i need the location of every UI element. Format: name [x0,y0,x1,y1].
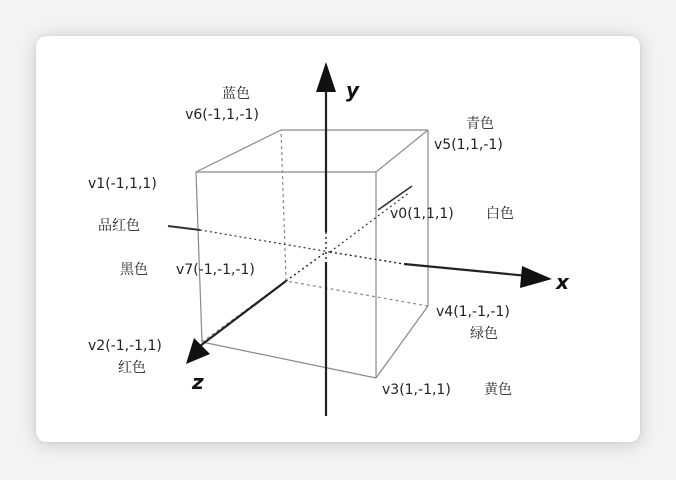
v1-coord-label: v1(-1,1,1) [88,176,157,192]
y-arrow-icon [316,62,336,92]
v0-color-label: 白色 [486,206,514,222]
white-guide-dashed [330,192,410,252]
v4-color-label: 绿色 [470,326,498,342]
v5-color-label: 青色 [466,116,494,132]
x-axis [404,264,528,276]
cube-edges [196,130,428,378]
x-axis-label: x [556,270,569,294]
v1-color-label: 品红色 [98,218,140,234]
v7-coord-label: v7(-1,-1,-1) [176,262,255,278]
magenta-leader [168,226,200,230]
v6-color-label: 蓝色 [222,86,250,102]
v5-coord-label: v5(1,1,-1) [434,137,503,153]
v3-color-label: 黄色 [484,382,512,398]
edge-v3-v4 [376,306,428,378]
edge-v2-v1 [196,172,202,342]
v7-color-label: 黑色 [120,262,148,278]
v6-coord-label: v6(-1,1,-1) [185,107,259,123]
y-axis-label: y [346,78,360,102]
edge-v1-v6 [196,130,281,172]
z-axis-hidden [286,252,326,281]
v2-color-label: 红色 [118,360,146,376]
z-axis [200,281,286,346]
v4-coord-label: v4(1,-1,-1) [436,304,510,320]
x-axis-hidden [330,252,404,264]
axes [200,86,528,416]
edge-v0-v5 [376,130,428,172]
x-arrow-icon [520,266,552,288]
edge-v3-v2 [202,342,376,378]
v2-coord-label: v2(-1,-1,1) [88,338,162,354]
edge-v4-v7 [286,281,428,306]
magenta-guide [200,230,330,252]
v3-coord-label: v3(1,-1,1) [382,382,451,398]
edge-v7-v6 [281,130,286,281]
v0-coord-label: v0(1,1,1) [390,206,454,222]
z-axis-label: z [192,370,204,394]
